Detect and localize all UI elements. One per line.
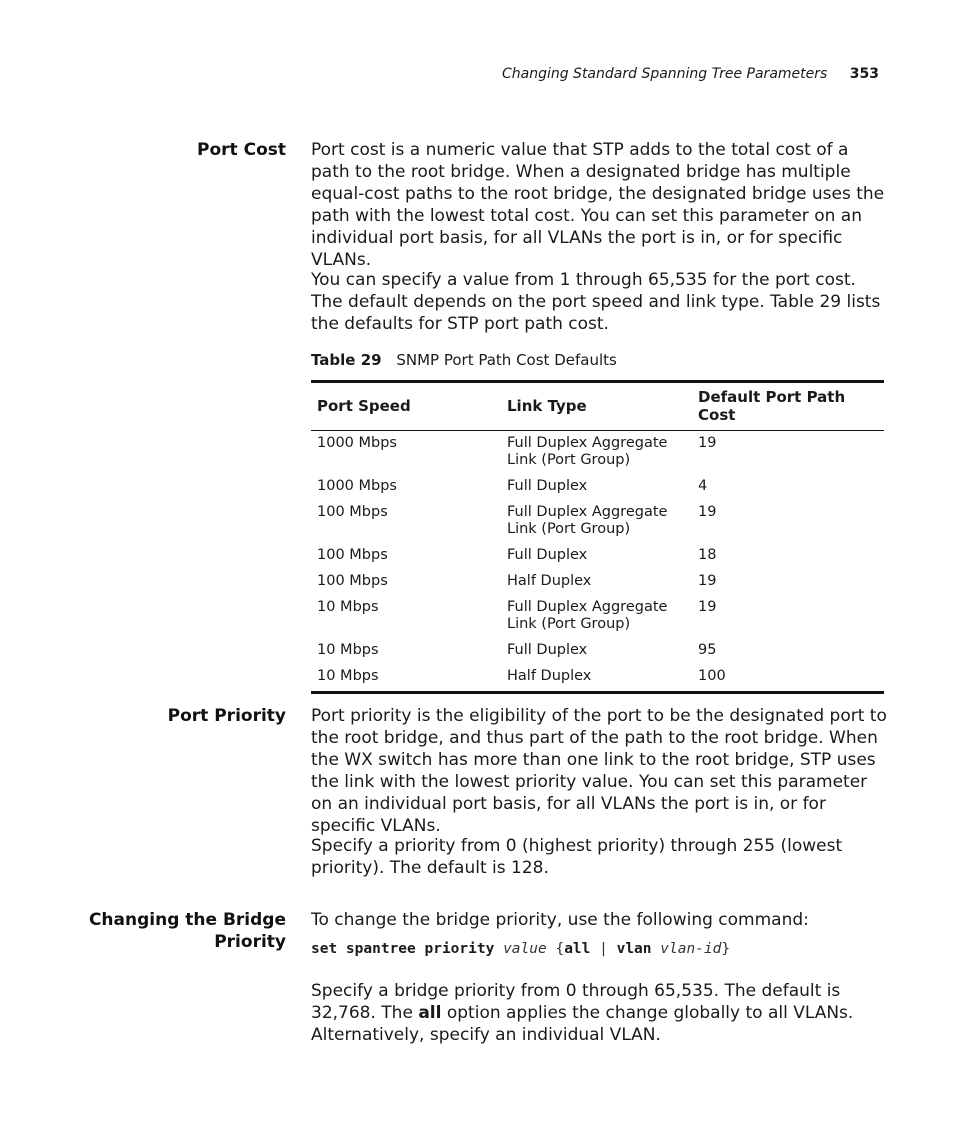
heading-port-priority: Port Priority (167, 706, 286, 726)
cell-default-cost: 100 (698, 668, 726, 684)
heading-port-cost: Port Cost (197, 140, 286, 160)
cell-link-type: Half Duplex (507, 573, 592, 589)
bridge-priority-text-start: Specify a bridge priority from 0 through 65,535. The default is 32,768. The (311, 981, 841, 1023)
command-syntax (311, 941, 730, 957)
command-opt-all: all (564, 941, 591, 957)
command-arg-value: value (503, 941, 547, 957)
cell-link-type: Full Duplex (507, 547, 588, 563)
cell-port-speed: 10 Mbps (317, 642, 379, 658)
cell-port-speed: 100 Mbps (317, 504, 388, 520)
bridge-priority-paragraph-2 (311, 980, 891, 1046)
port-priority-paragraph-1: Port priority is the eligibility of the port to be the designated port to the root bridge, and thus part of the path to the root bridge. When the WX switch has more than one link to the root bridge, STP uses the link with the lowest priority value. You can set this parameter on an individual port basis, for all VLANs the port is in, or for specific VLANs. (311, 706, 887, 836)
cell-port-speed: 100 Mbps (317, 573, 388, 589)
heading-line-2: Priority (214, 932, 286, 952)
cell-default-cost: 19 (698, 435, 717, 451)
cell-link-type: Full Duplex Aggregate Link (Port Group) (507, 599, 668, 632)
bridge-priority-text-end: option applies the change globally to all VLANs. Alternatively, specify an individual VLAN. (311, 1003, 854, 1045)
cell-default-cost: 18 (698, 547, 717, 563)
column-header-link-type: Link Type (501, 382, 692, 431)
command-arg-vlan-id: vlan-id (660, 941, 722, 957)
cell-default-cost: 95 (698, 642, 717, 658)
table-row (311, 501, 884, 544)
command-opt-vlan: vlan (616, 941, 652, 957)
table-row (311, 596, 884, 639)
cell-port-speed: 1000 Mbps (317, 478, 397, 494)
cell-port-speed: 1000 Mbps (317, 435, 397, 451)
table-row (311, 665, 884, 693)
cell-link-type: Half Duplex (507, 668, 592, 684)
cell-default-cost: 4 (698, 478, 708, 494)
table-header-row (311, 382, 884, 431)
bridge-priority-intro: To change the bridge priority, use the following command: (311, 910, 809, 930)
cell-default-cost: 19 (698, 504, 717, 520)
table-row (311, 431, 884, 476)
command-close-brace: } (721, 941, 731, 957)
column-header-port-speed: Port Speed (311, 382, 501, 431)
table-row (311, 544, 884, 570)
heading-line-1: Changing the Bridge (88, 910, 286, 930)
running-header (502, 66, 879, 82)
port-cost-paragraph-2: You can specify a value from 1 through 65,535 for the port cost. The default depends on the port speed and link type. Table 29 lists the defaults for STP port path cost. (311, 270, 881, 334)
cell-link-type: Full Duplex (507, 478, 588, 494)
column-header-default-cost: Default Port Path Cost (692, 382, 884, 431)
cell-link-type: Full Duplex Aggregate Link (Port Group) (507, 504, 668, 537)
cell-port-speed: 10 Mbps (317, 668, 379, 684)
cell-link-type: Full Duplex (507, 642, 588, 658)
port-cost-paragraph-1: Port cost is a numeric value that STP adds to the total cost of a path to the root bridge. When a designated bridge has multiple equal-cost paths to the root bridge, the designated bridge uses the path with the lowest total cost. You can set this parameter on an individual port basis, for all VLANs the port is in, or for specific VLANs. (311, 140, 885, 270)
command-pipe: | (599, 941, 608, 957)
table-row (311, 570, 884, 596)
port-priority-paragraph-2: Specify a priority from 0 (highest priority) through 255 (lowest priority). The default is 128. (311, 836, 843, 878)
running-header-title: Changing Standard Spanning Tree Parameters (501, 66, 828, 82)
cell-default-cost: 19 (698, 573, 717, 589)
table-row (311, 475, 884, 501)
table-row (311, 639, 884, 665)
cell-port-speed: 100 Mbps (317, 547, 388, 563)
bridge-priority-text-bold: all (418, 1003, 442, 1023)
cell-default-cost: 19 (698, 599, 717, 615)
command-keyword: set spantree priority (311, 941, 495, 957)
cell-port-speed: 10 Mbps (317, 599, 379, 615)
command-open-brace: { (555, 941, 565, 957)
page-number: 353 (849, 66, 879, 82)
port-path-cost-table (311, 380, 884, 694)
heading-changing-bridge-priority (40, 909, 286, 953)
table-caption-title: SNMP Port Path Cost Defaults (396, 351, 617, 369)
table-caption-number: Table 29 (311, 351, 382, 369)
table-caption (311, 351, 617, 369)
cell-link-type: Full Duplex Aggregate Link (Port Group) (507, 435, 668, 468)
